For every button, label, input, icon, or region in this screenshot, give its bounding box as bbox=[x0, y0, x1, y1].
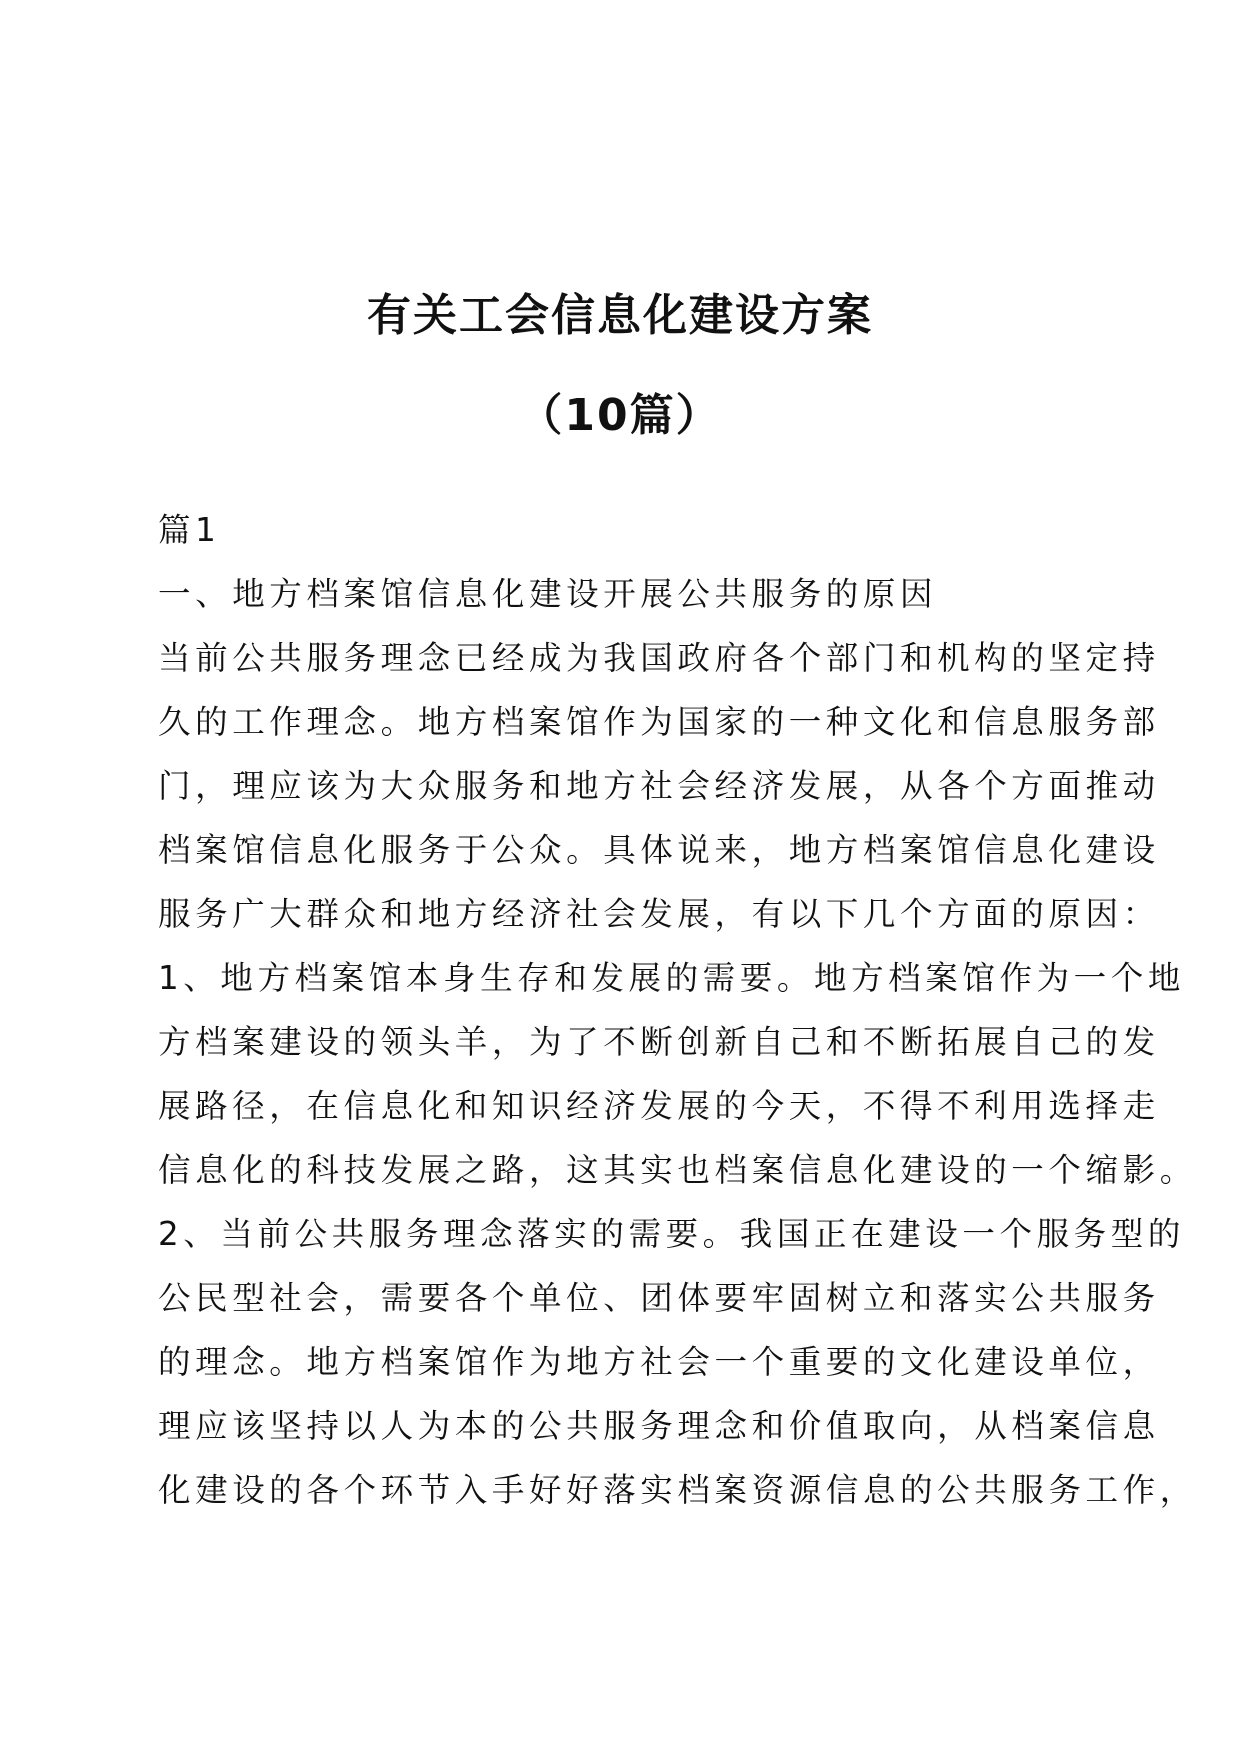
document-subtitle: （10篇） bbox=[518, 390, 722, 441]
paragraph-line: 公民型社会，需要各个单位、团体要牢固树立和落实公共服务 bbox=[158, 1279, 1160, 1317]
paragraph-line: 当前公共服务理念已经成为我国政府各个部门和机构的坚定持 bbox=[158, 639, 1160, 677]
paragraph-line: 2、当前公共服务理念落实的需要。我国正在建设一个服务型的 bbox=[158, 1215, 1185, 1253]
paragraph-line: 展路径，在信息化和知识经济发展的今天，不得不利用选择走 bbox=[158, 1087, 1160, 1125]
paragraph-line: 的理念。地方档案馆作为地方社会一个重要的文化建设单位， bbox=[158, 1343, 1160, 1381]
document-title: 有关工会信息化建设方案 bbox=[367, 290, 873, 341]
paragraph-line: 理应该坚持以人为本的公共服务理念和价值取向，从档案信息 bbox=[158, 1407, 1160, 1445]
paragraph-line: 档案馆信息化服务于公众。具体说来，地方档案馆信息化建设 bbox=[158, 831, 1160, 869]
paragraph-line: 久的工作理念。地方档案馆作为国家的一种文化和信息服务部 bbox=[158, 703, 1160, 741]
subsection-heading: 一、地方档案馆信息化建设开展公共服务的原因 bbox=[158, 575, 938, 613]
paragraph-line: 化建设的各个环节入手好好落实档案资源信息的公共服务工作， bbox=[158, 1471, 1197, 1509]
paragraph-line: 方档案建设的领头羊，为了不断创新自己和不断拓展自己的发 bbox=[158, 1023, 1160, 1061]
paragraph-line: 信息化的科技发展之路，这其实也档案信息化建设的一个缩影。 bbox=[158, 1151, 1197, 1189]
paragraph-line: 服务广大群众和地方经济社会发展，有以下几个方面的原因： bbox=[158, 895, 1160, 933]
document-body bbox=[158, 498, 1197, 1522]
paragraph-line: 1、地方档案馆本身生存和发展的需要。地方档案馆作为一个地 bbox=[158, 959, 1185, 997]
section-heading: 篇1 bbox=[158, 511, 221, 549]
paragraph-line: 门，理应该为大众服务和地方社会经济发展，从各个方面推动 bbox=[158, 767, 1160, 805]
